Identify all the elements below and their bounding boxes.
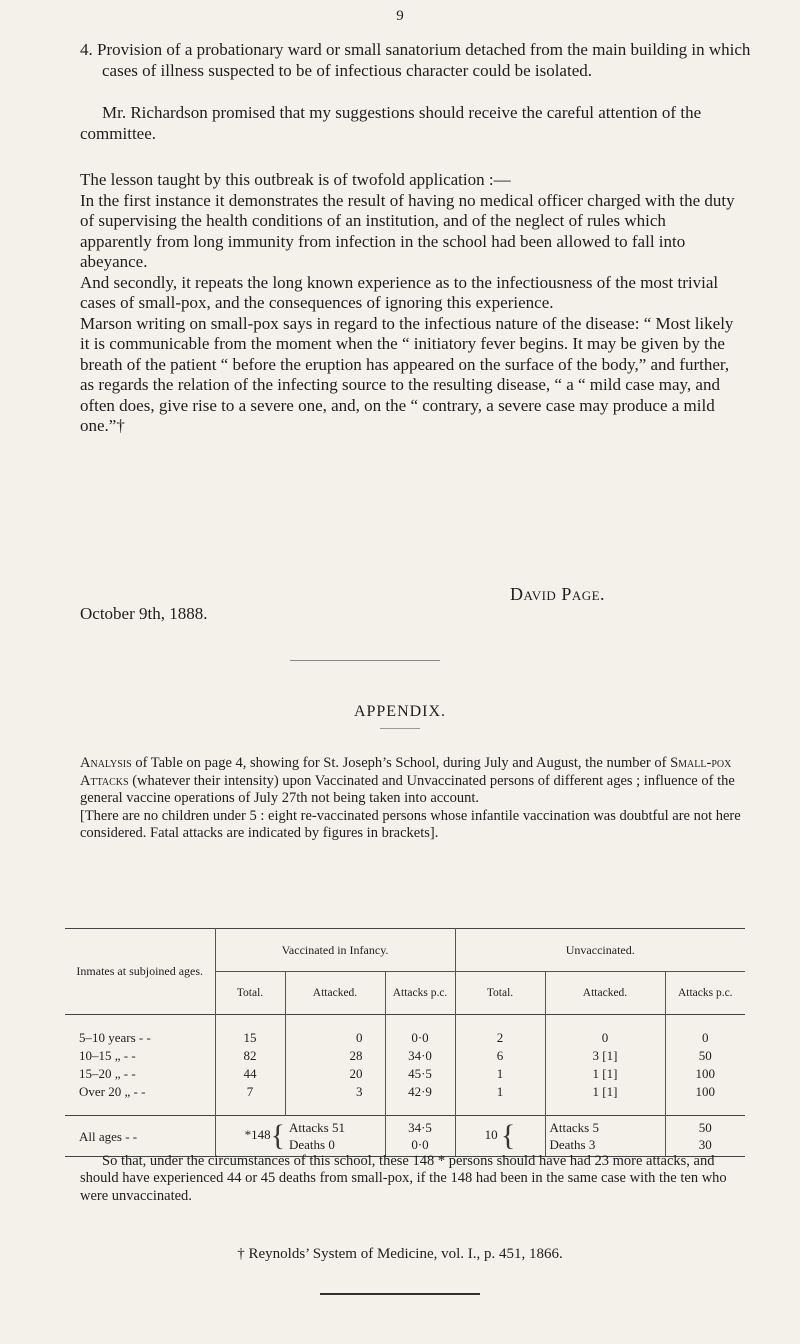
u-all-attacks: Attacks 5 bbox=[549, 1120, 599, 1135]
lesson-second: And secondly, it repeats the long known experience as to the infectiousness of the most trivial cases of small-pox, and the consequences of ignoring this experience. bbox=[80, 272, 719, 312]
lesson-first: In the first instance it demonstrates the result of having no medical officer charged with the duty of supervising the health conditions of an institution, and of the neglect of rules which apparently from long immunity from infection in the school had been allowed to fall into abeyance. bbox=[80, 190, 735, 271]
u-total-cell: 1 bbox=[455, 1083, 545, 1116]
u-all-attacks-pc: 50 bbox=[698, 1120, 712, 1135]
u-all-attacks-cell bbox=[545, 1116, 665, 1157]
v-attacked-cell: 3 bbox=[285, 1083, 385, 1116]
u-attacked-cell: 1 [1] bbox=[545, 1065, 665, 1083]
u-all-total: 10 bbox=[484, 1126, 498, 1142]
u-total-header: Total. bbox=[455, 972, 545, 1015]
age-cell: 10–15 „ - - bbox=[65, 1047, 215, 1065]
all-ages-row bbox=[65, 1116, 745, 1157]
appendix-title: APPENDIX. bbox=[353, 703, 447, 720]
brace-glyph: { bbox=[270, 1119, 285, 1152]
u-attacked-cell: 1 [1] bbox=[545, 1083, 665, 1116]
bottom-rule bbox=[320, 1293, 480, 1295]
v-all-total-cell bbox=[215, 1116, 285, 1157]
promise-text: Mr. Richardson promised that my suggestions should receive the careful attention of the committee. bbox=[80, 103, 702, 143]
richardson-promise bbox=[80, 103, 740, 144]
lesson-intro: The lesson taught by this outbreak is of twofold application :— bbox=[80, 170, 511, 189]
analysis-smallpox: Small-pox Attacks bbox=[80, 755, 732, 789]
table-row bbox=[65, 1083, 745, 1116]
page-number: 9 bbox=[396, 8, 404, 24]
v-total-cell: 44 bbox=[215, 1065, 285, 1083]
u-all-deaths-pc: 30 bbox=[698, 1137, 712, 1152]
provision-item-4 bbox=[80, 40, 762, 81]
u-pc-cell: 100 bbox=[695, 1066, 715, 1081]
letter-date: October 9th, 1888. bbox=[80, 604, 208, 623]
v-all-deaths: Deaths 0 bbox=[289, 1137, 335, 1152]
u-pc-header: Attacks p.c. bbox=[677, 987, 733, 999]
v-all-deaths-pc: 0·0 bbox=[411, 1137, 429, 1152]
v-attacked-header: Attacked. bbox=[285, 972, 385, 1015]
v-pc-header: Attacks p.c. bbox=[385, 972, 455, 1015]
analysis-lead: Analysis bbox=[80, 755, 132, 771]
v-pc-cell: 34·0 bbox=[385, 1047, 455, 1065]
v-all-attacks-pc: 34·5 bbox=[408, 1120, 432, 1135]
v-pc-cell: 0·0 bbox=[385, 1015, 455, 1048]
row-header: Inmates at subjoined ages. bbox=[65, 929, 215, 1015]
analysis-note: [There are no children under 5 : eight re-vaccinated persons whose infantile vaccination was doubtful are not here considered. Fatal attacks are indicated by figures in brackets]. bbox=[80, 807, 741, 841]
analysis-part1: of Table on page 4, showing for St. Joseph’s School, during July and August, the number of bbox=[131, 755, 671, 771]
v-total-header: Total. bbox=[215, 972, 285, 1015]
v-attacked-cell: 0 bbox=[285, 1015, 385, 1048]
all-ages-label: All ages - - bbox=[65, 1116, 215, 1157]
age-cell: Over 20 „ - - bbox=[65, 1083, 215, 1116]
u-total-cell: 2 bbox=[455, 1015, 545, 1048]
v-total-cell: 7 bbox=[215, 1083, 285, 1116]
u-attacked-cell: 3 [1] bbox=[545, 1047, 665, 1065]
unvaccinated-header: Unvaccinated. bbox=[455, 929, 745, 972]
brace-glyph: { bbox=[500, 1119, 516, 1152]
u-attacked-header: Attacked. bbox=[545, 972, 665, 1015]
u-total-cell: 6 bbox=[455, 1047, 545, 1065]
smallpox-table bbox=[65, 928, 745, 1157]
u-total-cell: 1 bbox=[455, 1065, 545, 1083]
lesson-section bbox=[80, 170, 740, 437]
v-attacked-cell: 28 bbox=[285, 1047, 385, 1065]
appendix-underline bbox=[380, 728, 420, 729]
u-pc-cell: 50 bbox=[698, 1048, 712, 1063]
footnote: † Reynolds’ System of Medicine, vol. I., p. 451, 1866. bbox=[237, 1246, 563, 1262]
v-total-cell: 82 bbox=[215, 1047, 285, 1065]
u-all-pc-cell bbox=[665, 1116, 745, 1157]
analysis-text bbox=[80, 755, 744, 808]
u-pc-cell: 0 bbox=[702, 1030, 709, 1045]
v-all-attacks: Attacks 51 bbox=[289, 1120, 345, 1135]
table-row bbox=[65, 1047, 745, 1065]
v-total-cell: 15 bbox=[215, 1015, 285, 1048]
section-divider bbox=[290, 660, 440, 661]
analysis-paragraph bbox=[80, 755, 744, 843]
conclusion-paragraph: So that, under the circumstances of this school, these 148 * persons should have had 23 more attacks, and should have experienced 44 or 45 deaths from small-pox, if the 148 had been in the same case with the ten who were unvaccinated. bbox=[80, 1152, 727, 1204]
v-all-pc-cell bbox=[385, 1116, 455, 1157]
u-pc-cell: 100 bbox=[695, 1084, 715, 1099]
v-pc-cell: 42·9 bbox=[385, 1083, 455, 1116]
v-pc-cell: 45·5 bbox=[385, 1065, 455, 1083]
v-all-total: *148 bbox=[244, 1126, 271, 1142]
u-attacked-cell: 0 bbox=[545, 1015, 665, 1048]
table-row bbox=[65, 1065, 745, 1083]
age-cell: 5–10 years - - bbox=[65, 1015, 215, 1048]
table-row bbox=[65, 1015, 745, 1048]
v-all-attacks-cell bbox=[285, 1116, 385, 1157]
analysis-part2: (whatever their intensity) upon Vaccinated and Unvaccinated persons of different ages ; influence of the general vaccine operations of July 27th not being taken into account. bbox=[80, 772, 735, 806]
u-all-deaths: Deaths 3 bbox=[549, 1137, 596, 1152]
vaccinated-header: Vaccinated in Infancy. bbox=[215, 929, 455, 972]
u-all-total-cell bbox=[455, 1116, 545, 1157]
v-attacked-cell: 20 bbox=[285, 1065, 385, 1083]
item4-text: 4. Provision of a probationary ward or small sanatorium detached from the main building in which cases of illness suspected to be of infectious character could be isolated. bbox=[80, 40, 751, 80]
signature: David Page. bbox=[510, 584, 606, 604]
marson-quote: Marson writing on small-pox says in regard to the infectious nature of the disease: “ Most likely it is communicable from the moment when the “ initiatory fever begins. It may be given by the breath of the patient “ before the eruption has appeared on the surface of the body,” and further, as regards the relation of the infecting source to the resulting disease, “ a “ mild case may, and often does, give rise to a severe one, and, on the “ contrary, a severe case may produce a mild one.”† bbox=[80, 313, 734, 435]
age-cell: 15–20 „ - - bbox=[65, 1065, 215, 1083]
